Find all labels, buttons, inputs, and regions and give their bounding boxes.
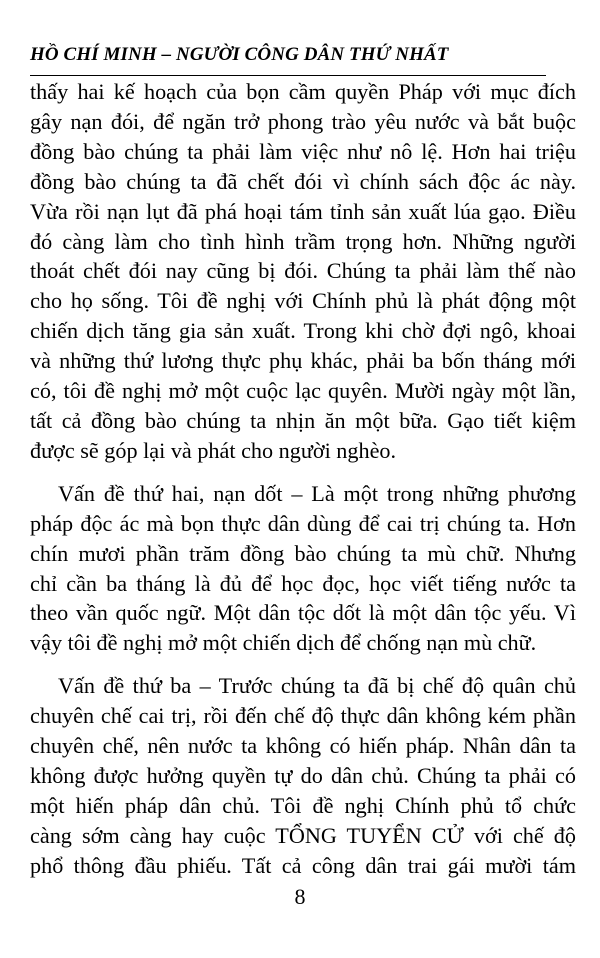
- running-header: HỒ CHÍ MINH – NGƯỜI CÔNG DÂN THỨ NHẤT: [30, 44, 449, 65]
- text-line: có, tôi đề nghị mở một cuộc lạc quyên. Mười ngày một lần,: [30, 378, 576, 404]
- text-line: đồng bào chúng ta đã chết đói vì chính sách độc ác này.: [30, 168, 576, 194]
- text-line: chiến dịch tăng gia sản xuất. Trong khi chờ đợi ngô, khoai: [30, 318, 576, 344]
- text-line: chuyên chế cai trị, rồi đến chế độ thực dân không kém phần: [30, 703, 576, 729]
- text-line: theo vần quốc ngữ. Một dân tộc dốt là một dân tộc yếu. Vì: [30, 600, 576, 626]
- text-line: cho họ sống. Tôi đề nghị với Chính phủ là phát động một: [30, 288, 576, 314]
- text-line: được sẽ góp lại và phát cho người nghèo.: [30, 437, 397, 463]
- text-line: Vấn đề thứ hai, nạn dốt – Là một trong những phương: [58, 480, 576, 506]
- text-line: đó càng làm cho tình hình trầm trọng hơn. Những người: [30, 228, 576, 254]
- text-line: thoát chết đói nay cũng bị đói. Chúng ta phải làm thế nào: [30, 258, 576, 284]
- paragraph-3: [30, 671, 576, 880]
- header-rule: [30, 75, 546, 76]
- text-line: chỉ cần ba tháng là đủ để học đọc, học viết tiếng nước ta: [30, 570, 576, 596]
- text-line: phổ thông đầu phiếu. Tất cả công dân trai gái mười tám: [30, 852, 576, 878]
- text-line: một hiến pháp dân chủ. Tôi đề nghị Chính phủ tổ chức: [30, 792, 576, 818]
- text-line: vậy tôi đề nghị mở một chiến dịch để chống nạn mù chữ.: [30, 630, 537, 656]
- page-number: 8: [294, 884, 306, 909]
- text-line: không được hưởng quyền tự do dân chủ. Chúng ta phải có: [30, 762, 576, 788]
- body-text: [30, 77, 576, 881]
- paragraph-2: [30, 479, 576, 658]
- text-line: pháp độc ác mà bọn thực dân dùng để cai trị chúng ta. Hơn: [30, 510, 576, 536]
- text-line: Vừa rồi nạn lụt đã phá hoại tám tỉnh sản xuất lúa gạo. Điều: [30, 198, 576, 224]
- text-line: Vấn đề thứ ba – Trước chúng ta đã bị chế độ quân chủ: [58, 673, 576, 699]
- text-line: và những thứ lương thực phụ khác, phải ba bốn tháng mới: [30, 348, 576, 374]
- text-line: tất cả đồng bào chúng ta nhịn ăn một bữa. Gạo tiết kiệm: [30, 407, 576, 433]
- text-line: chuyên chế, nên nước ta không có hiến pháp. Nhân dân ta: [30, 733, 576, 759]
- text-line: thấy hai kế hoạch của bọn cầm quyền Pháp với mục đích: [30, 79, 576, 104]
- text-line: gây nạn đói, để ngăn trở phong trào yêu nước và bắt buộc: [30, 108, 576, 134]
- paragraph-1: [30, 77, 576, 466]
- text-line: chín mươi phần trăm đồng bào chúng ta mù chữ. Nhưng: [30, 540, 576, 566]
- text-line: đồng bào chúng ta phải làm việc như nô lệ. Hơn hai triệu: [30, 138, 576, 164]
- text-line: càng sớm càng hay cuộc TỔNG TUYỂN CỬ với chế độ: [30, 822, 576, 848]
